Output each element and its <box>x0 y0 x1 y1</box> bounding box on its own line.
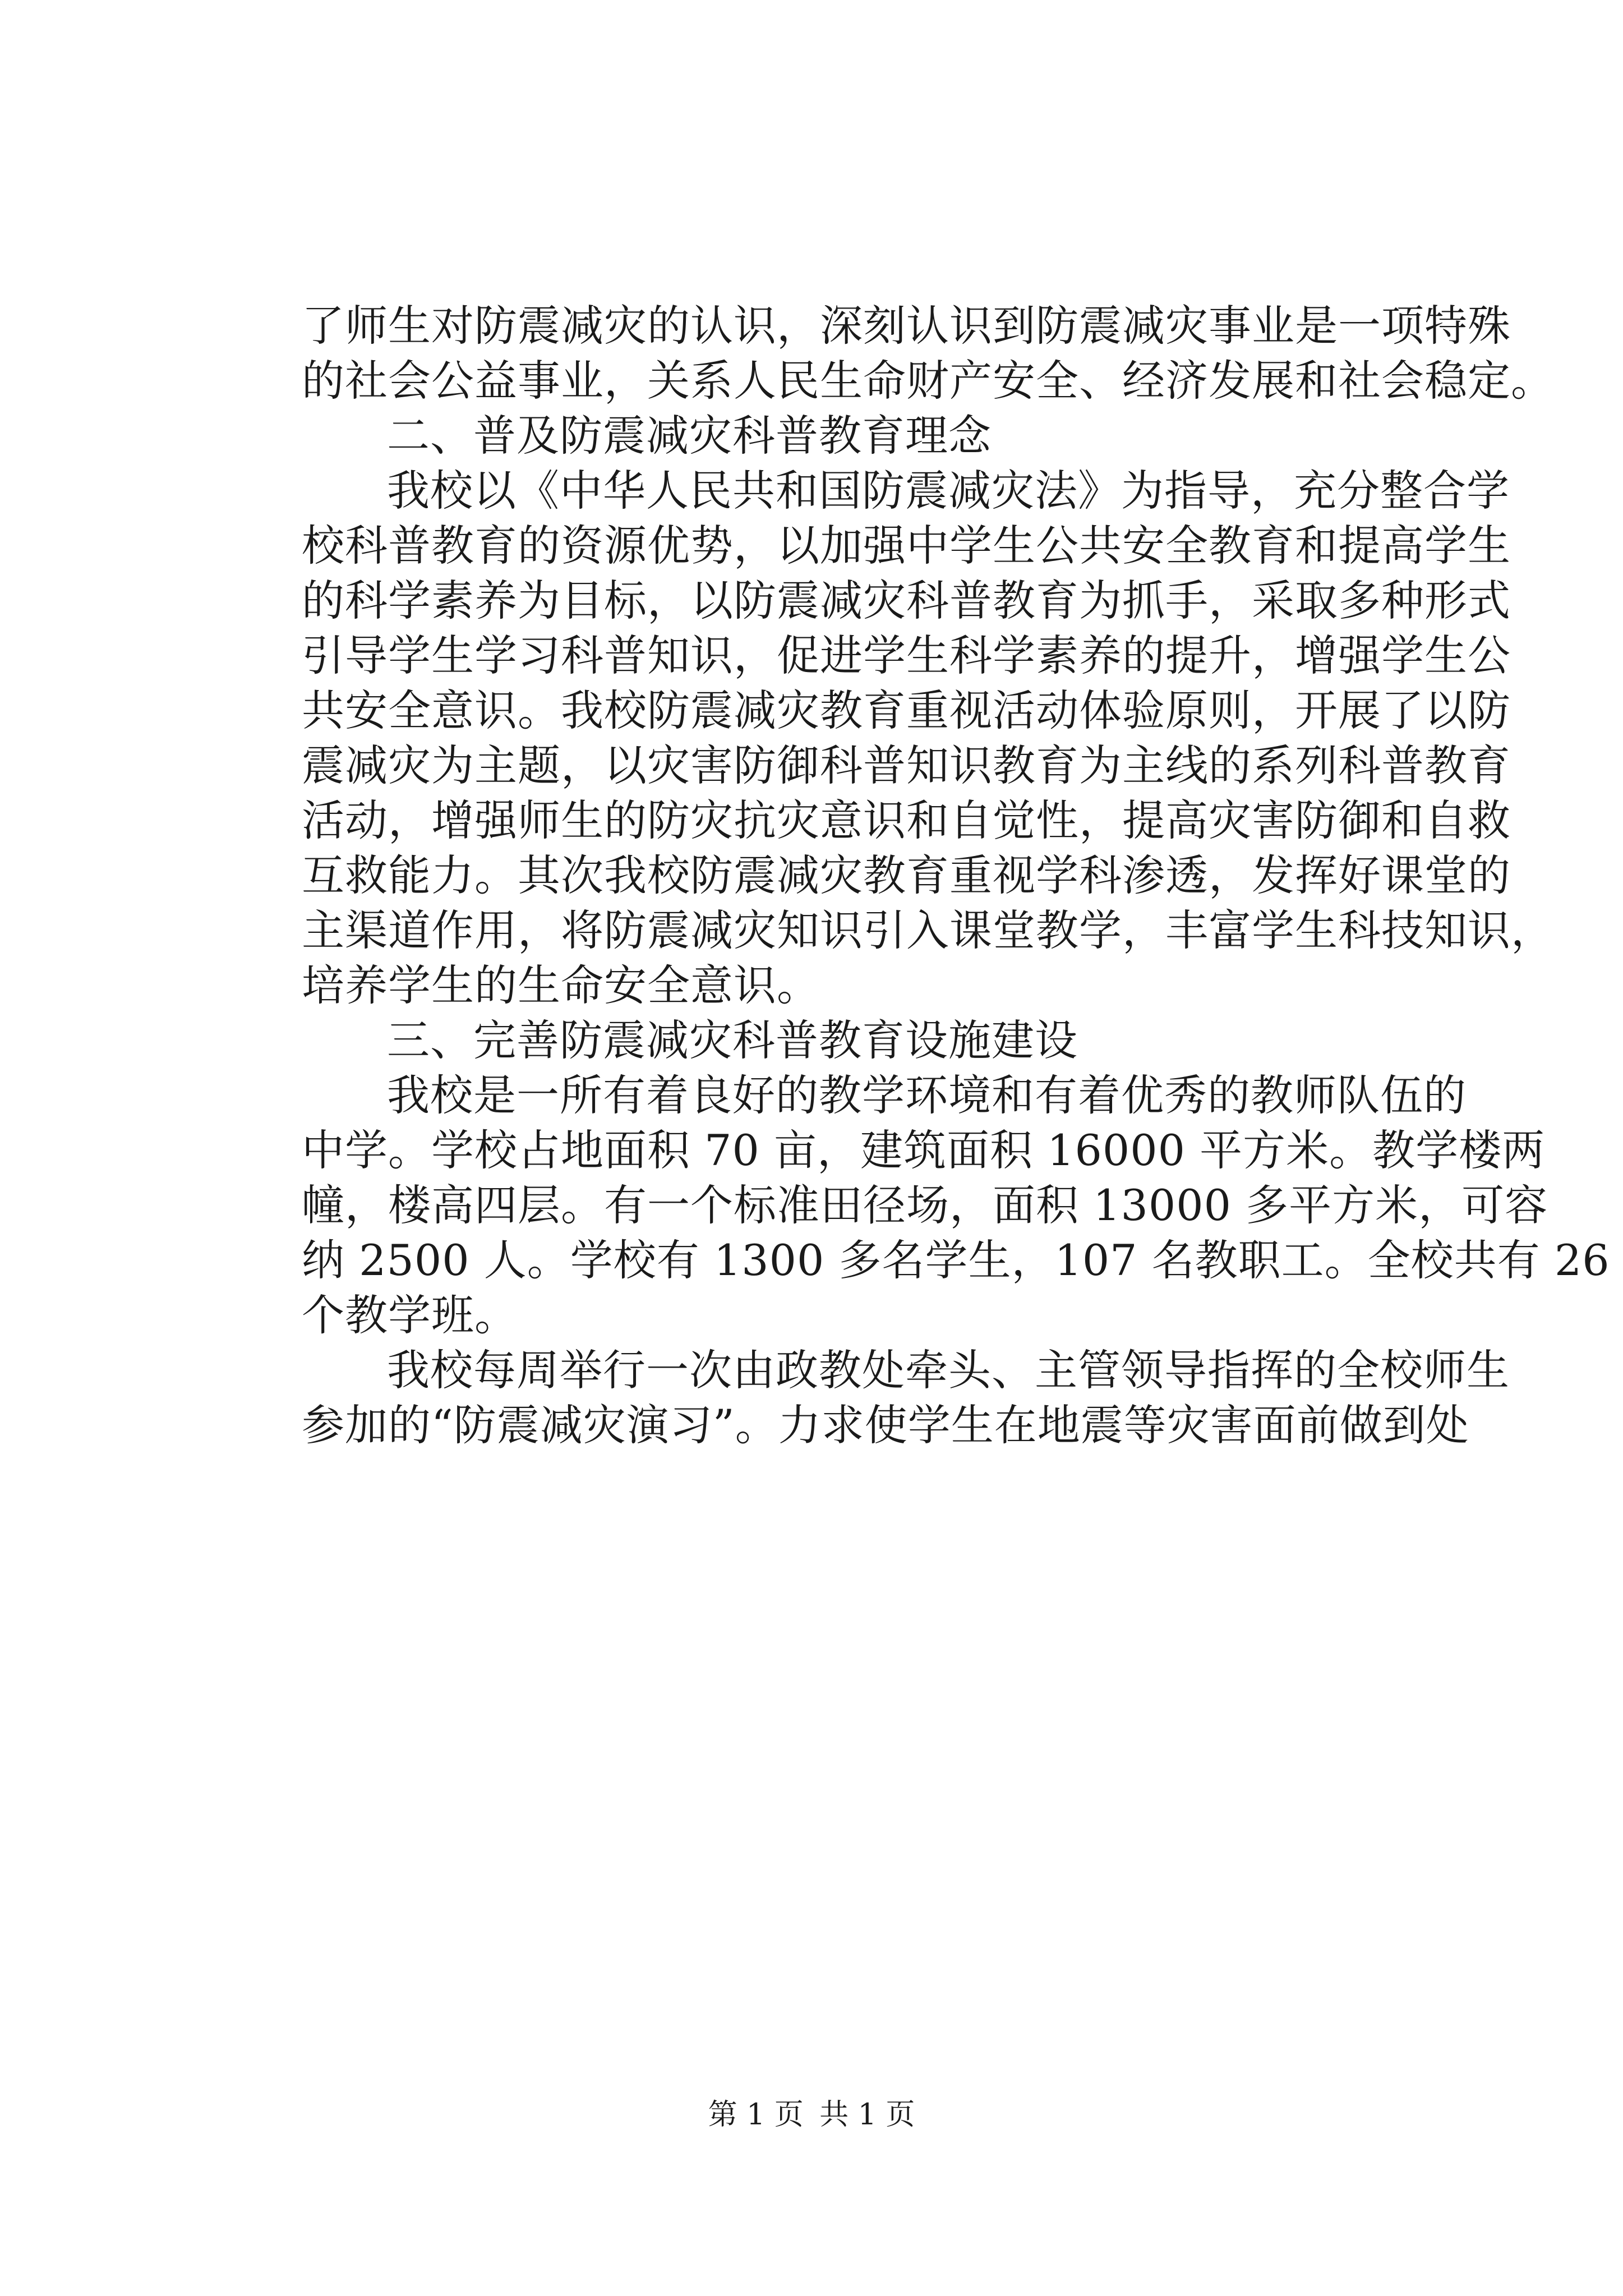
page-footer <box>0 2095 1623 2134</box>
section-heading <box>302 1013 1423 1068</box>
text-line: 主渠道作用，将防震减灾知识引入课堂教学，丰富学生科技知识， <box>302 905 1554 955</box>
page-number: 第 1 页 <box>708 2098 804 2132</box>
text-line: 震减灾为主题，以灾害防御科普知识教育为主线的系列科普教育 <box>302 740 1511 790</box>
text-line: 培养学生的生命安全意识。 <box>302 960 820 1010</box>
text-line: 活动，增强师生的防灾抗灾意识和自觉性，提高灾害防御和自救 <box>302 795 1511 845</box>
document-body <box>302 298 1610 1453</box>
text-line: 我校以《中华人民共和国防震减灾法》为指导，充分整合学 <box>387 466 1510 516</box>
text-line: 二、普及防震减灾科普教育理念 <box>387 411 992 461</box>
paragraph <box>302 1343 1510 1453</box>
text-line: 的科学素养为目标，以防震减灾科普教育为抓手，采取多种形式 <box>302 576 1511 625</box>
text-line: 校科普教育的资源优势，以加强中学生公共安全教育和提高学生 <box>302 521 1511 570</box>
text-line: 的社会公益事业，关系人民生命财产安全、经济发展和社会稳定。 <box>302 356 1554 406</box>
text-line: 我校是一所有着良好的教学环境和有着优秀的教师队伍的 <box>387 1070 1467 1120</box>
text-line: 幢，楼高四层。有一个标准田径场，面积 13000 多平方米，可容 <box>302 1180 1548 1230</box>
text-line: 了师生对防震减灾的认识，深刻认识到防震减灾事业是一项特殊 <box>302 301 1511 351</box>
text-line: 参加的“防震减灾演习”。力求使学生在地震等灾害面前做到处 <box>302 1400 1469 1450</box>
text-line: 纳 2500 人。学校有 1300 多名学生，107 名教职工。全校共有 26 <box>302 1235 1610 1285</box>
text-line: 三、完善防震减灾科普教育设施建设 <box>387 1015 1078 1065</box>
paragraph <box>302 1068 1610 1343</box>
paragraph <box>302 463 1554 1013</box>
text-line: 个教学班。 <box>302 1290 518 1340</box>
text-line: 互救能力。其次我校防震减灾教育重视学科渗透，发挥好课堂的 <box>302 850 1511 900</box>
text-line: 中学。学校占地面积 70 亩，建筑面积 16000 平方米。教学楼两 <box>302 1125 1546 1175</box>
text-line: 共安全意识。我校防震减灾教育重视活动体验原则，开展了以防 <box>302 685 1511 735</box>
text-line: 我校每周举行一次由政教处牵头、主管领导指挥的全校师生 <box>387 1345 1510 1395</box>
page-total: 共 1 页 <box>819 2098 915 2132</box>
text-line: 引导学生学习科普知识，促进学生科学素养的提升，增强学生公 <box>302 631 1511 680</box>
section-heading <box>302 408 1423 463</box>
paragraph <box>302 298 1554 408</box>
